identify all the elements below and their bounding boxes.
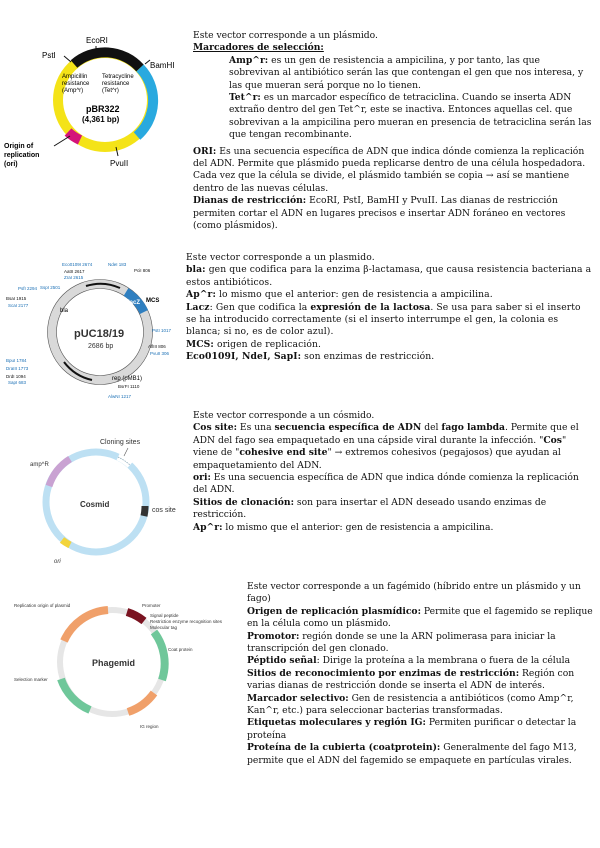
cosmid-ori-term: ori: — [193, 472, 211, 484]
cosmid-name: Cosmid — [80, 500, 110, 509]
site-bpu: BpuI 1784 — [6, 358, 27, 363]
tet-term: Tet^r: — [229, 92, 261, 104]
plasmid-ori-label: Replication origin of plasmid — [14, 603, 71, 608]
lacz-bold: expresión de la lactosa — [310, 301, 431, 313]
bla-label: bla — [60, 308, 69, 314]
site-aatii: AatII 2617 — [64, 269, 85, 274]
cosmid-ori-desc: Es una secuencia específica de ADN que indica dónde comienza la replicación del ADN. — [193, 472, 579, 496]
coat-protein-label: Coat protein — [168, 647, 193, 652]
lacz-desc-1: : Gen que codifica la — [209, 301, 311, 313]
cosmid-amp-term: Ap^r: — [193, 521, 223, 533]
cos-desc-4: " viene de " — [193, 434, 567, 459]
peptido-term: Péptido señal — [247, 655, 317, 667]
promoter-arc — [127, 612, 144, 621]
section-pbr322-text — [193, 30, 593, 233]
pbr-intro: Este vector corresponde a un plásmido. — [193, 30, 378, 41]
site-alw: AlwNI 1217 — [108, 394, 132, 399]
cosmid-map — [0, 430, 190, 570]
promotor-term: Promotor: — [247, 630, 300, 642]
replication-origin-arc — [64, 610, 108, 641]
rep-label: rep (pMB1) — [112, 376, 143, 382]
section-puc-text — [186, 252, 592, 364]
site-scai: ScaI 2177 — [8, 303, 29, 308]
ig-region-label: IG region — [140, 724, 159, 729]
cos-term: Cos site: — [193, 422, 237, 434]
amp-label-1: Ampicillin — [62, 74, 88, 80]
ig-region-arc — [128, 693, 154, 712]
sitios-term: Sitios de clonación: — [193, 496, 294, 508]
amp-label-2: resistance — [62, 81, 90, 87]
pvuii-label: PvuII — [110, 159, 129, 168]
lacz-label: lacZ — [128, 300, 141, 306]
selection-marker-arc — [61, 679, 90, 710]
markers-title: Marcadores de selección: — [193, 42, 324, 54]
site-zrai: ZraI 2615 — [64, 275, 84, 280]
etiquetas-desc: Permiten purificar o detectar la proteína — [247, 717, 577, 741]
cosmid-amp-desc: lo mismo que el anterior: gen de resistencia a ampicilina. — [222, 521, 494, 533]
proteina-term: Proteína de la cubierta (coatprotein): — [247, 742, 441, 754]
puc-size: 2686 bp — [88, 343, 114, 350]
section-phagemid-text — [247, 581, 593, 767]
origen-term: Origen de replicación plasmídico: — [247, 605, 421, 617]
tet-label-3: (Tet^r) — [102, 88, 119, 94]
cosmid-ori-label: ori — [54, 559, 61, 565]
site-ndei: NdeI 183 — [108, 262, 127, 267]
cloning-sites-arc — [118, 457, 130, 465]
origen-desc: Permite que el fagemido se replique en la célula como un plásmido. — [247, 605, 593, 630]
site-psp: PsfI 2294 — [18, 286, 38, 291]
sitios-desc: son para insertar el ADN deseado usando enzimas de restricción. — [193, 496, 547, 521]
dianas-term: Dianas de restricción: — [193, 195, 307, 207]
phagemid-name: Phagemid — [92, 658, 136, 668]
mcs-label: MCS — [146, 298, 160, 304]
molecular-tag-label: Molecular tag — [150, 625, 178, 630]
cos-desc-5: " → extremos cohesivos (pegajosos) que ayudan al empaquetamiento del ADN. — [193, 447, 561, 471]
bamhi-label: BamHI — [150, 61, 175, 70]
sitios-enz-desc: Región con varias dianas de restricción donde se inserta el ADN de interés. — [247, 667, 575, 692]
etiquetas-term: Etiquetas moleculares y región IG: — [247, 717, 426, 729]
cos-bold-1: secuencia específica de ADN — [274, 422, 422, 434]
puc-amp-term: Ap^r: — [186, 289, 216, 301]
section-cosmid-text — [193, 410, 593, 534]
site-eco0109: Eco0109I 2674 — [62, 262, 93, 267]
site-ssp: SspI 2501 — [40, 285, 61, 290]
cos-bold-2: fago lambda — [441, 422, 506, 434]
amp-label-3: (Amp^r) — [62, 88, 84, 94]
site-pvu: PvuII 306 — [150, 351, 170, 356]
selection-marker-label: Selection marker — [14, 677, 48, 682]
tet-label-2: resistance — [102, 81, 130, 87]
ori-term: ORI: — [193, 145, 217, 157]
bla-desc: gen que codifica para la enzima β-lactamasa, que causa resistencia bacteriana a estos antibióticos. — [186, 264, 592, 288]
restriction-sites-label: Restriction enzyme recognition sites — [150, 619, 223, 624]
cos-arc — [144, 506, 145, 516]
site-bsrf: BsrFI 1110 — [118, 384, 140, 389]
site-afli: AflIII 806 — [148, 344, 166, 349]
plasmid-name: pBR322 — [86, 104, 120, 114]
eco-term: Eco0109I, NdeI, SapI: — [186, 351, 302, 363]
cloning-sites-label: Cloning sites — [100, 439, 141, 446]
phagemid-intro: Este vector corresponde a un fagémido (híbrido entre un plásmido y un fago) — [247, 581, 581, 605]
cos-bold-3: Cos — [543, 434, 562, 446]
dianas-desc: EcoRI, PstI, BamHI y PvuII. Las dianas de restricción permiten cortar el ADN en lugares precisos e insertar ADN foráneo en vectores (como plásmidos). — [193, 195, 566, 232]
lacz-term: Lacz — [186, 301, 210, 313]
puc-name: pUC18/19 — [74, 328, 125, 340]
marcador-term: Marcador selectivo: — [247, 692, 349, 704]
ori-arc — [62, 540, 70, 545]
tet-label-1: Tetracycline — [102, 74, 134, 80]
peptido-desc: : Dirige la proteína a la membrana o fuera de la célula — [316, 655, 571, 667]
site-psti: PstI 1017 — [152, 328, 172, 333]
site-sap: SapI 683 — [8, 380, 27, 385]
marcador-desc: Gen de resistencia a antibióticos (como Amp^r, Kan^r, etc.) para seleccionar bacterias transformadas. — [247, 692, 574, 717]
ori-label-2: replication — [4, 152, 40, 159]
site-dra: DraIII 1773 — [6, 366, 29, 371]
mcs-desc: origen de replicación. — [213, 338, 322, 350]
cosmid-amp-label: amp^R — [30, 462, 49, 468]
amp-term: Amp^r: — [229, 54, 269, 66]
psti-label: PstI — [42, 51, 56, 60]
proteina-desc: Generalmente del fago M13, permite que el ADN del fagemido se empaquete en partículas virales. — [247, 742, 577, 766]
site-bsai: BsaI 1915 — [6, 296, 27, 301]
cos-desc-3: . Permite que el ADN del fago sea empaquetado en una cápside viral durante la infección. " — [193, 422, 579, 446]
promoter-label: Promoter — [142, 603, 161, 608]
cos-site-label: cos site — [152, 507, 176, 514]
lacz-desc-2: . Se usa para saber si el inserto se ha introducido correctamente (si el inserto interrumpe el gen, la colonia es blanca; si no, es de color azul). — [186, 301, 581, 338]
amp-desc: es un gen de resistencia a ampicilina, y por tanto, las que sobrevivan al antibiótico serán las que contengan el gen que nos interesa, y las que mueran será porque no lo tienen. — [229, 54, 584, 91]
promotor-desc: región donde se une la ARN polimerasa para iniciar la transcripción del gen clonado. — [247, 630, 556, 655]
ori-label-1: Origin of — [4, 143, 34, 150]
puc18-map — [0, 252, 185, 412]
cos-desc-1: Es una — [236, 422, 275, 434]
sitios-enz-term: Sitios de reconocimiento por enzimas de restricción: — [247, 667, 520, 679]
bla-term: bla: — [186, 264, 206, 276]
pbr322-map — [0, 28, 190, 188]
cos-bold-4: cohesive end site — [239, 447, 328, 459]
puc-intro: Este vector corresponde a un plasmido. — [186, 252, 375, 263]
mcs-term: MCS: — [186, 338, 214, 350]
site-drd: DrdI 1094 — [6, 374, 26, 379]
phagemid-map — [0, 595, 240, 740]
site-pcil: PciI 806 — [134, 268, 151, 273]
eco-desc: son enzimas de restricción. — [301, 351, 435, 363]
coat-protein-arc — [154, 632, 165, 680]
signal-peptide-label: Signal peptide — [150, 613, 179, 618]
puc-amp-desc: lo mismo que el anterior: gen de resistencia a ampicilina. — [215, 289, 493, 301]
cosmid-intro: Este vector corresponde a un cósmido. — [193, 410, 375, 421]
cos-desc-2: del — [421, 422, 442, 434]
plasmid-size: (4,361 bp) — [82, 115, 120, 124]
ecori-label: EcoRI — [86, 36, 108, 45]
ori-desc: Es una secuencia específica de ADN que indica dónde comienza la replicación del ADN. Permite que plásmido pueda replicarse dentro de una célula hospedadora. Cada vez que la célula se divide, el plásmido también se copia → así se mantiene dentro de las nuevas células. — [193, 145, 586, 194]
tet-desc: es un marcador específico de tetraciclina. Cuando se inserta ADN extraño dentro del gen Tet^r, este se inactiva. Entonces aquellas cel. que sobrevivan a la ampicilina pero mueran en presencia de tetraciclina serán las que tengan recombinante. — [229, 92, 592, 141]
ori-label-3: (ori) — [4, 161, 18, 168]
amp-arc — [49, 459, 70, 486]
